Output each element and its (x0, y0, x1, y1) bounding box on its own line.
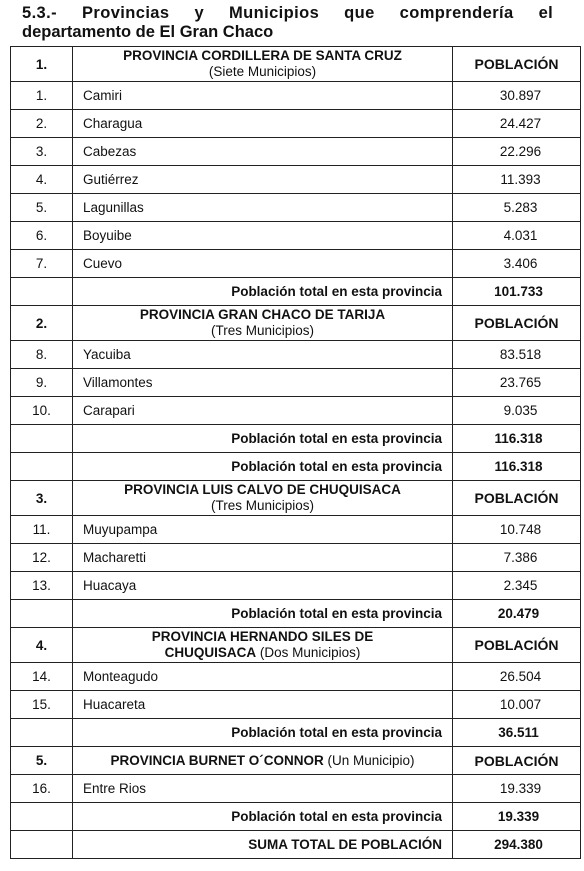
total-value: 36.511 (453, 719, 581, 747)
row-number: 6. (11, 222, 73, 250)
population-value: 30.897 (453, 82, 581, 110)
population-value: 3.406 (453, 250, 581, 278)
total-label: Población total en esta provincia (73, 453, 453, 481)
province-subtitle: (Dos Municipios) (259, 645, 361, 660)
row-number: 11. (11, 516, 73, 544)
grand-total-label: SUMA TOTAL DE POBLACIÓN (73, 831, 453, 859)
grand-total-row (11, 831, 581, 859)
province-subtitle: (Un Municipio) (327, 752, 415, 768)
province-number: 1. (11, 47, 73, 82)
province-title-cell (73, 47, 453, 82)
municipality-name: Muyupampa (73, 516, 453, 544)
province-header (11, 47, 581, 82)
province-title-cell (73, 628, 453, 663)
municipality-name: Lagunillas (73, 194, 453, 222)
province-title-cell (73, 747, 453, 775)
municipality-name: Huacareta (73, 691, 453, 719)
province-title-cell (73, 306, 453, 341)
municipality-name: Carapari (73, 397, 453, 425)
grand-total-value: 294.380 (453, 831, 581, 859)
population-header: POBLACIÓN (453, 628, 581, 663)
row-number: 4. (11, 166, 73, 194)
population-value: 10.748 (453, 516, 581, 544)
table-row (11, 516, 581, 544)
table-row (11, 82, 581, 110)
table-row (11, 663, 581, 691)
total-value: 116.318 (453, 453, 581, 481)
table-row (11, 369, 581, 397)
table-row (11, 691, 581, 719)
province-number: 2. (11, 306, 73, 341)
population-value: 11.393 (453, 166, 581, 194)
table-row (11, 194, 581, 222)
row-number: 7. (11, 250, 73, 278)
municipality-name: Boyuibe (73, 222, 453, 250)
empty-cell (11, 278, 73, 306)
province-subtitle: (Tres Municipios) (210, 323, 315, 338)
table-row (11, 222, 581, 250)
province-title: PROVINCIA GRAN CHACO DE TARIJA (139, 307, 386, 322)
population-value: 9.035 (453, 397, 581, 425)
province-total-row (11, 803, 581, 831)
municipality-name: Macharetti (73, 544, 453, 572)
population-header: POBLACIÓN (453, 47, 581, 82)
empty-cell (11, 719, 73, 747)
province-header (11, 628, 581, 663)
municipality-name: Cabezas (73, 138, 453, 166)
province-header (11, 306, 581, 341)
province-total-row-repeat (11, 453, 581, 481)
table-row (11, 775, 581, 803)
population-value: 5.283 (453, 194, 581, 222)
province-total-row (11, 278, 581, 306)
province-title: PROVINCIA LUIS CALVO DE CHUQUISACA (124, 482, 401, 497)
municipality-name: Gutiérrez (73, 166, 453, 194)
total-label: Población total en esta provincia (73, 278, 453, 306)
municipality-name: Charagua (73, 110, 453, 138)
population-value: 19.339 (453, 775, 581, 803)
province-header (11, 481, 581, 516)
province-subtitle: (Siete Municipios) (208, 64, 317, 79)
municipality-name: Villamontes (73, 369, 453, 397)
row-number: 1. (11, 82, 73, 110)
row-number: 16. (11, 775, 73, 803)
province-title: PROVINCIA BURNET O´CONNOR (110, 752, 324, 768)
province-number: 5. (11, 747, 73, 775)
section-heading (22, 4, 584, 42)
municipality-name: Camiri (73, 82, 453, 110)
empty-cell (11, 600, 73, 628)
population-value: 4.031 (453, 222, 581, 250)
municipality-name: Yacuiba (73, 341, 453, 369)
municipality-name: Cuevo (73, 250, 453, 278)
empty-cell (11, 453, 73, 481)
population-value: 24.427 (453, 110, 581, 138)
province-number: 3. (11, 481, 73, 516)
empty-cell (11, 831, 73, 859)
table-row (11, 166, 581, 194)
table-row (11, 341, 581, 369)
row-number: 9. (11, 369, 73, 397)
municipality-name: Entre Rios (73, 775, 453, 803)
row-number: 15. (11, 691, 73, 719)
row-number: 3. (11, 138, 73, 166)
row-number: 2. (11, 110, 73, 138)
row-number: 8. (11, 341, 73, 369)
province-title: PROVINCIA HERNANDO SILES DE (151, 629, 374, 644)
municipality-name: Huacaya (73, 572, 453, 600)
province-title: PROVINCIA CORDILLERA DE SANTA CRUZ (123, 48, 402, 63)
row-number: 14. (11, 663, 73, 691)
population-value: 22.296 (453, 138, 581, 166)
population-header: POBLACIÓN (453, 747, 581, 775)
population-value: 83.518 (453, 341, 581, 369)
heading-line-1: 5.3.- Provincias y Municipios que comprendería el (22, 4, 554, 22)
table-row (11, 572, 581, 600)
empty-cell (11, 803, 73, 831)
total-label: Población total en esta provincia (73, 719, 453, 747)
province-total-row (11, 425, 581, 453)
province-number: 4. (11, 628, 73, 663)
total-value: 20.479 (453, 600, 581, 628)
population-value: 10.007 (453, 691, 581, 719)
table-row (11, 138, 581, 166)
population-header: POBLACIÓN (453, 306, 581, 341)
total-value: 19.339 (453, 803, 581, 831)
total-value: 116.318 (453, 425, 581, 453)
province-title-cell (73, 481, 453, 516)
table-row (11, 110, 581, 138)
province-title-line-2: CHUQUISACA (164, 645, 257, 660)
population-value: 26.504 (453, 663, 581, 691)
row-number: 13. (11, 572, 73, 600)
heading-line-2: departamento de El Gran Chaco (22, 23, 274, 41)
total-label: Población total en esta provincia (73, 425, 453, 453)
total-value: 101.733 (453, 278, 581, 306)
row-number: 12. (11, 544, 73, 572)
table-row (11, 250, 581, 278)
empty-cell (11, 425, 73, 453)
province-header (11, 747, 581, 775)
province-total-row (11, 600, 581, 628)
population-value: 7.386 (453, 544, 581, 572)
population-value: 2.345 (453, 572, 581, 600)
municipality-name: Monteagudo (73, 663, 453, 691)
population-table (10, 46, 581, 859)
population-value: 23.765 (453, 369, 581, 397)
row-number: 5. (11, 194, 73, 222)
table-row (11, 397, 581, 425)
province-total-row (11, 719, 581, 747)
province-subtitle: (Tres Municipios) (210, 498, 315, 513)
row-number: 10. (11, 397, 73, 425)
total-label: Población total en esta provincia (73, 803, 453, 831)
population-header: POBLACIÓN (453, 481, 581, 516)
table-row (11, 544, 581, 572)
total-label: Población total en esta provincia (73, 600, 453, 628)
